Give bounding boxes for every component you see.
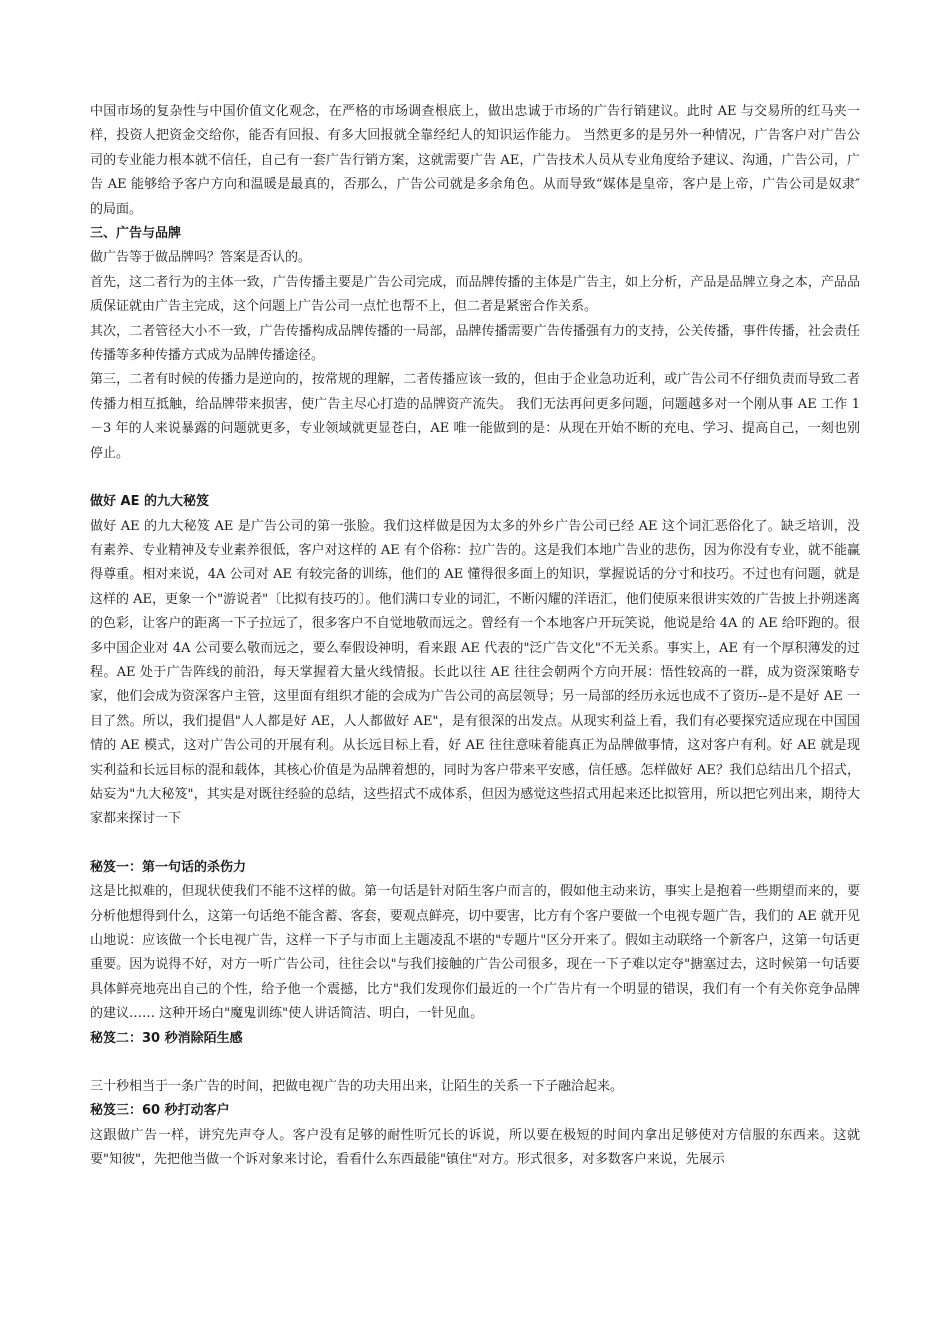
paragraph-secret-one: 这是比拟难的，但现状使我们不能不这样的做。第一句话是针对陌生客户而言的，假如他主动来访，事实上是抱着一些期望而来的，要分析他想得到什么，这第一句话绝不能含蓄、客套，要观点鲜亮，切中要害，比方有个客户要做一个电视专题广告，我们的 AE 就开见山地说：应该做一个长电视广告，这样一下子与市面上主题凌乱不堪的"专题片"区分开来了。假如主动联络一个新客户，这第一句话更重要。因为说得不好，对方一听广告公司，往往会以"与我们接触的广告公司很多，现在一下子难以定夺"搪塞过去，这时候第一句话要具体鲜亮地亮出自己的个性，给予他一个震撼，比方"我们发现你们最近的一个广告片有一个明显的错误，我们有一个有关你竞争品牌的建议…… 这种开场白"魔鬼训练"使人讲话简洁、明白，一针见血。	[90, 884, 860, 1022]
blank-line	[90, 466, 860, 490]
paragraph-second: 其次，二者管径大小不一致，广告传播构成品牌传播的一局部，品牌传播需要广告传播强有力的支持，公关传播，事件传播，社会责任传播等多种传播方式成为品牌传播途径。	[90, 323, 860, 364]
section-heading-nine-secrets: 做好 AE 的九大秘笈	[90, 494, 209, 510]
paragraph-first: 首先，这二者行为的主体一致，广告传播主要是广告公司完成，而品牌传播的主体是广告主，如上分析，产品是品牌立身之本，产品品质保证就由广告主完成，这个问题上广告公司一点忙也帮不上，但二者是紧密合作关系。	[90, 274, 860, 315]
secret-heading-three: 秘笈三：60 秒打动客户	[90, 1103, 230, 1119]
blank-line	[90, 1051, 860, 1075]
section-heading-ad-and-brand: 三、广告与品牌	[90, 226, 182, 242]
paragraph-secret-three: 这跟做广告一样，讲究先声夺人。客户没有足够的耐性听冗长的诉说，所以要在极短的时间内拿出足够使对方信服的东西来。这就要"知彼"，先把他当做一个诉对象来讨论，看看什么东西最能"镇住"对方。形式很多，对多数客户来说，先展示	[90, 1127, 860, 1168]
blank-line	[90, 832, 860, 856]
paragraph-secret-two: 三十秒相当于一条广告的时间，把做电视广告的功夫用出来，让陌生的关系一下子融洽起来。	[90, 1079, 624, 1095]
paragraph-third: 第三，二者有时候的传播力是逆向的，按常规的理解，二者传播应该一致的，但由于企业急功近利，或广告公司不仔细负责而导致二者传播力相互抵触，给品牌带来损害，使广告主尽心打造的品牌资产流失。 我们无法再问更多问题，问题越多对一个刚从事 AE 工作 1－3 年的人来说暴露的问题就更多，专业领域就更显苍白，AE 唯一能做到的是：从现在开始不断的充电、学习、提高自己，一刻也别停止。	[90, 372, 860, 461]
paragraph-question: 做广告等于做品牌吗？答案是否认的。	[90, 250, 312, 266]
paragraph-ae-market-advice: 中国市场的复杂性与中国价值文化观念，在严格的市场调查根底上，做出忠诚于市场的广告行销建议。此时 AE 与交易所的红马夹一样，投资人把资金交给你，能否有回报、有多大回报就全靠经纪人的知识运作能力。 当然更多的是另外一种情况，广告客户对广告公司的专业能力根本就不信任，自己有一套广告行销方案，这就需要广告 AE，广告技术人员从专业角度给予建议、沟通，广告公司，广告 AE 能够给予客户方向和温暖是最真的，否那么，广告公司就是多余角色。从而导致“媒体是皇帝，客户是上帝，广告公司是奴隶″ 的局面。	[90, 104, 860, 217]
document-body	[90, 100, 860, 1173]
secret-heading-two: 秘笈二：30 秒消除陌生感	[90, 1030, 243, 1046]
secret-heading-one: 秘笈一：第一句话的杀伤力	[90, 859, 247, 875]
paragraph-nine-secrets-intro: 做好 AE 的九大秘笈 AE 是广告公司的第一张脸。我们这样做是因为太多的外乡广告公司已经 AE 这个词汇恶俗化了。缺乏培训，没有素养、专业精神及专业素养很低，客户对这样的 AE 有个俗称：拉广告的。这是我们本地广告业的悲伤，因为你没有专业，就不能赢得尊重。相对来说，4A 公司对 AE 有较完备的训练，他们的 AE 懂得很多面上的知识，掌握说话的分寸和技巧。不过也有问题，就是这样的 AE，更象一个"游说者"〔比拟有技巧的〕。他们满口专业的词汇，不断闪耀的洋语汇，他们使原来很讲实效的广告披上扑朔迷离的色彩，让客户的距离一下子拉远了，很多客户不自觉地敬而远之。曾经有一个本地客户开玩笑说，他说是给 4A 的 AE 给吓跑的。很多中国企业对 4A 公司要么敬而远之，要么奉假设神明，看来跟 AE 代表的"泛广告文化"不无关系。事实上，AE 有一个厚积薄发的过程。AE 处于广告阵线的前沿，每天掌握着大量火线情报。长此以往 AE 往往会朝两个方向开展：悟性较高的一群，成为资深策略专家，他们会成为资深客户主管，这里面有组织才能的会成为广告公司的高层领导；另一局部的经历永远也成不了资历--是不是好 AE 一目了然。所以，我们提倡"人人都是好 AE，人人都做好 AE"，是有很深的出发点。从现实利益上看，我们有必要探究适应现在中国国情的 AE 模式，这对广告公司的开展有利。从长远目标上看，好 AE 往往意味着能真正为品牌做事情，这对客户有利。好 AE 就是现实利益和长远目标的混和载体，其核心价值是为品牌着想的，同时为客户带来平安感，信任感。怎样做好 AE？我们总结出几个招式，姑妄为"九大秘笈"，其实是对既往经验的总结，这些招式不成体系，但因为感觉这些招式用起来还比拟管用，所以把它列出来，期待大家都来探讨一下	[90, 518, 860, 827]
